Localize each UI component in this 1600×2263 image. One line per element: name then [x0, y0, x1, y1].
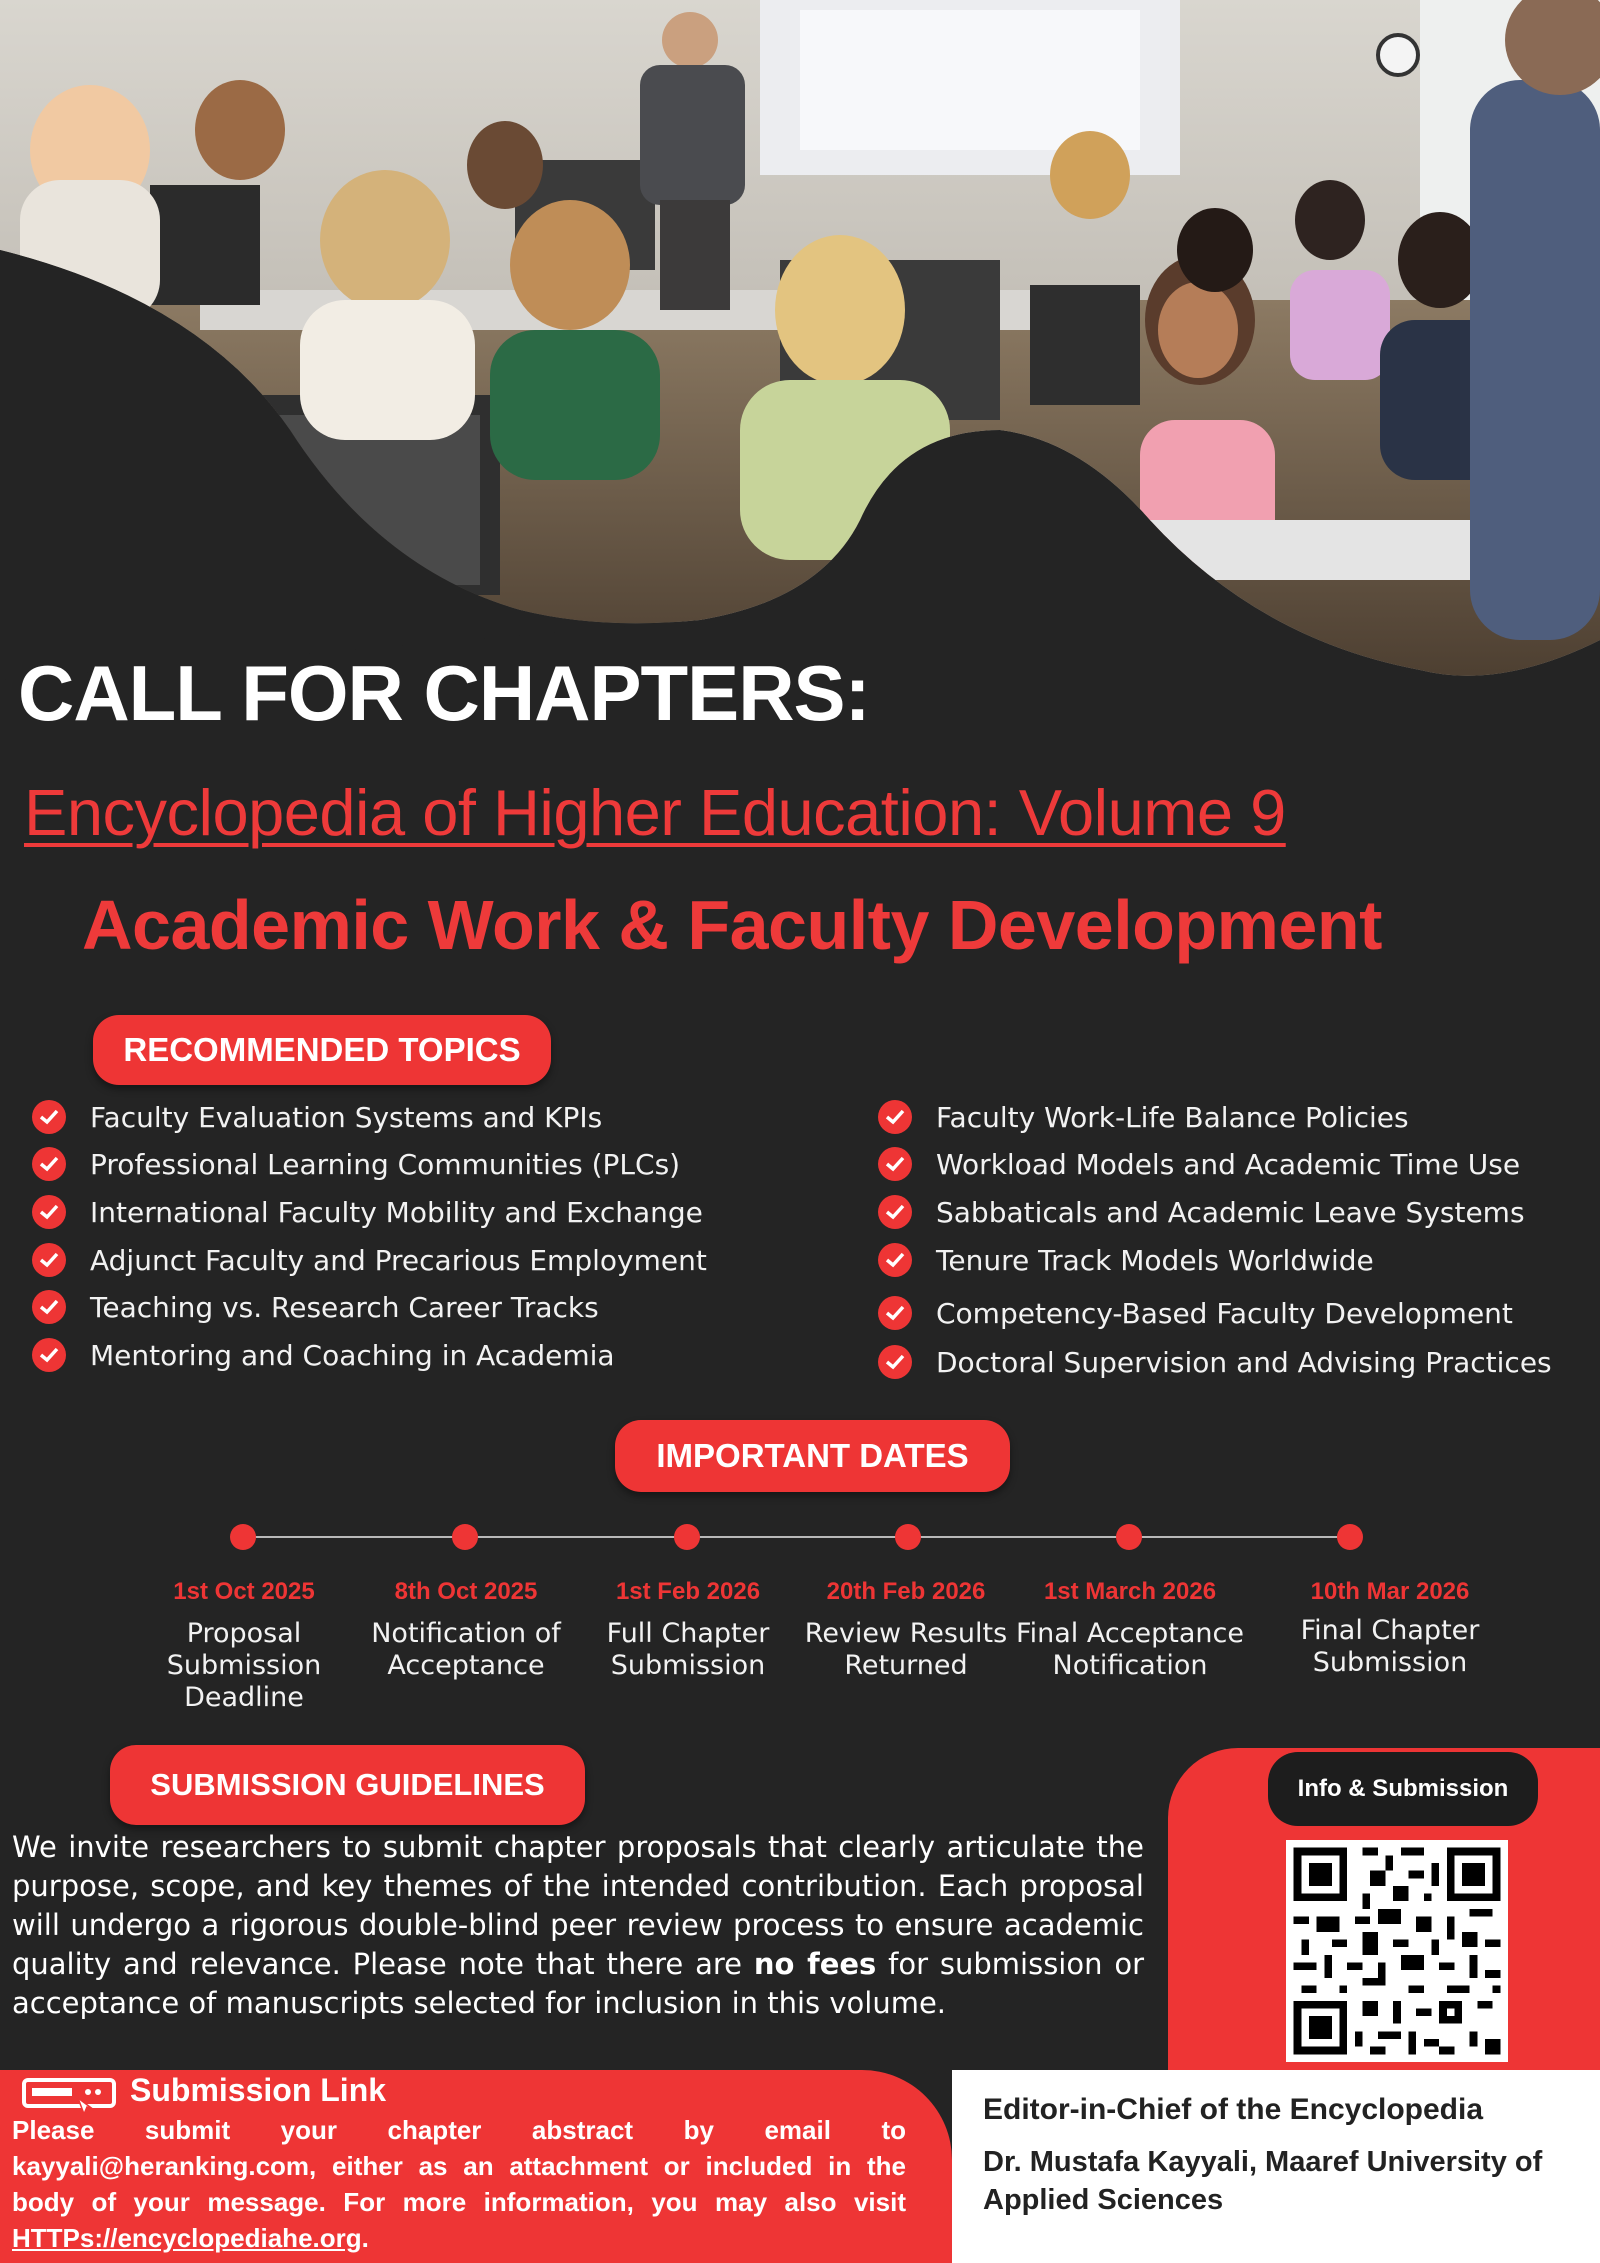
topic-label: Sabbaticals and Academic Leave Systems	[936, 1195, 1525, 1229]
website-link[interactable]: HTTPs://encyclopediahe.org	[12, 2223, 362, 2253]
topic-item	[878, 1296, 1513, 1330]
submission-link-text	[12, 2112, 906, 2256]
topic-item	[878, 1100, 1409, 1134]
topic-item	[878, 1195, 1525, 1229]
submission-text-end: .	[361, 2223, 369, 2253]
volume-title: Encyclopedia of Higher Education: Volume 9	[24, 776, 1286, 849]
topic-label: International Faculty Mobility and Exchange	[90, 1195, 703, 1229]
timeline-date: 1st Oct 2025	[173, 1578, 315, 1605]
timeline-dot	[452, 1524, 478, 1550]
volume-subtitle: Academic Work & Faculty Development	[82, 886, 1382, 964]
submission-email[interactable]: kayyali@heranking.com	[12, 2151, 310, 2181]
topic-label: Workload Models and Academic Time Use	[936, 1147, 1521, 1181]
submission-instruction: Please submit your chapter abstract by email to	[12, 2115, 906, 2145]
topic-item	[32, 1338, 615, 1372]
timeline-label: Notification of Acceptance	[371, 1618, 561, 1681]
topic-item	[878, 1345, 1552, 1379]
timeline-date: 1st Feb 2026	[615, 1578, 761, 1605]
timeline-dot	[895, 1524, 921, 1550]
topic-label: Adjunct Faculty and Precarious Employment	[90, 1243, 707, 1277]
timeline-label: Final Chapter Submission	[1300, 1615, 1480, 1678]
check-icon	[878, 1100, 912, 1134]
recommended-topics-heading: RECOMMENDED TOPICS	[93, 1015, 551, 1085]
qr-code[interactable]	[1286, 1840, 1508, 2062]
hero-photo	[0, 0, 1600, 680]
timeline-date: 1st March 2026	[1043, 1578, 1217, 1605]
topic-label: Tenure Track Models Worldwide	[936, 1243, 1374, 1277]
guidelines-text-part: for submission or acceptance of manuscripts selected for inclusion in this volume.	[12, 1947, 1144, 2020]
topic-item	[32, 1147, 680, 1181]
timeline-label: Full Chapter Submission	[606, 1618, 770, 1681]
call-for-chapters-title: CALL FOR CHAPTERS:	[18, 649, 870, 737]
topic-label: Faculty Work-Life Balance Policies	[936, 1100, 1409, 1134]
topic-label: Professional Learning Communities (PLCs)	[90, 1147, 681, 1181]
topic-item	[32, 1243, 707, 1277]
check-icon	[32, 1243, 66, 1277]
editor-name: Dr. Mustafa Kayyali, Maaref University of Applied Sciences	[983, 2146, 1543, 2216]
topic-item	[32, 1100, 602, 1134]
topic-item	[878, 1147, 1520, 1181]
timeline-label: Review Results Returned	[804, 1618, 1008, 1681]
check-icon	[878, 1147, 912, 1181]
topic-item	[878, 1243, 1374, 1277]
topic-label: Faculty Evaluation Systems and KPIs	[90, 1100, 603, 1134]
check-icon	[32, 1100, 66, 1134]
topic-label: Teaching vs. Research Career Tracks	[90, 1290, 599, 1324]
topic-label: Mentoring and Coaching in Academia	[90, 1338, 615, 1372]
topic-label: Doctoral Supervision and Advising Practices	[936, 1345, 1552, 1379]
timeline-dot	[1116, 1524, 1142, 1550]
timeline-date: 8th Oct 2025	[394, 1578, 538, 1605]
check-icon	[878, 1345, 912, 1379]
check-icon	[32, 1338, 66, 1372]
topic-item	[32, 1195, 703, 1229]
info-submission-label: Info & Submission	[1268, 1752, 1538, 1826]
topic-item	[32, 1290, 599, 1324]
timeline-date: 20th Feb 2026	[826, 1578, 986, 1605]
guidelines-text-part: We invite researchers to submit chapter proposals that clearly articulate the purpose, scope, and key themes of the intended contribution. Each proposal will undergo a rigorous double-blind peer review process to ensure academic quality and relevance. Please note that there are	[12, 1830, 1144, 1981]
important-dates-heading: IMPORTANT DATES	[615, 1420, 1010, 1492]
timeline-dot	[674, 1524, 700, 1550]
submission-text: , either as an attachment or included in the body of your message. For more information, you may also visit	[12, 2151, 906, 2217]
timeline-line	[243, 1536, 1350, 1538]
guidelines-no-fees: no fees	[753, 1947, 877, 1981]
topic-label: Competency-Based Faculty Development	[936, 1296, 1513, 1330]
check-icon	[32, 1290, 66, 1324]
timeline-label: Proposal Submission Deadline	[166, 1618, 322, 1713]
timeline-label: Final Acceptance Notification	[1016, 1618, 1244, 1681]
timeline-dot	[230, 1524, 256, 1550]
check-icon	[32, 1147, 66, 1181]
check-icon	[878, 1195, 912, 1229]
timeline-dot	[1337, 1524, 1363, 1550]
check-icon	[878, 1296, 912, 1330]
submission-link-title: Submission Link	[130, 2072, 387, 2108]
timeline-date: 10th Mar 2026	[1310, 1578, 1470, 1605]
submission-guidelines-heading: SUBMISSION GUIDELINES	[110, 1745, 585, 1825]
check-icon	[878, 1243, 912, 1277]
check-icon	[32, 1195, 66, 1229]
editor-role: Editor-in-Chief of the Encyclopedia	[983, 2093, 1484, 2126]
submission-guidelines-text	[12, 1828, 1144, 2023]
